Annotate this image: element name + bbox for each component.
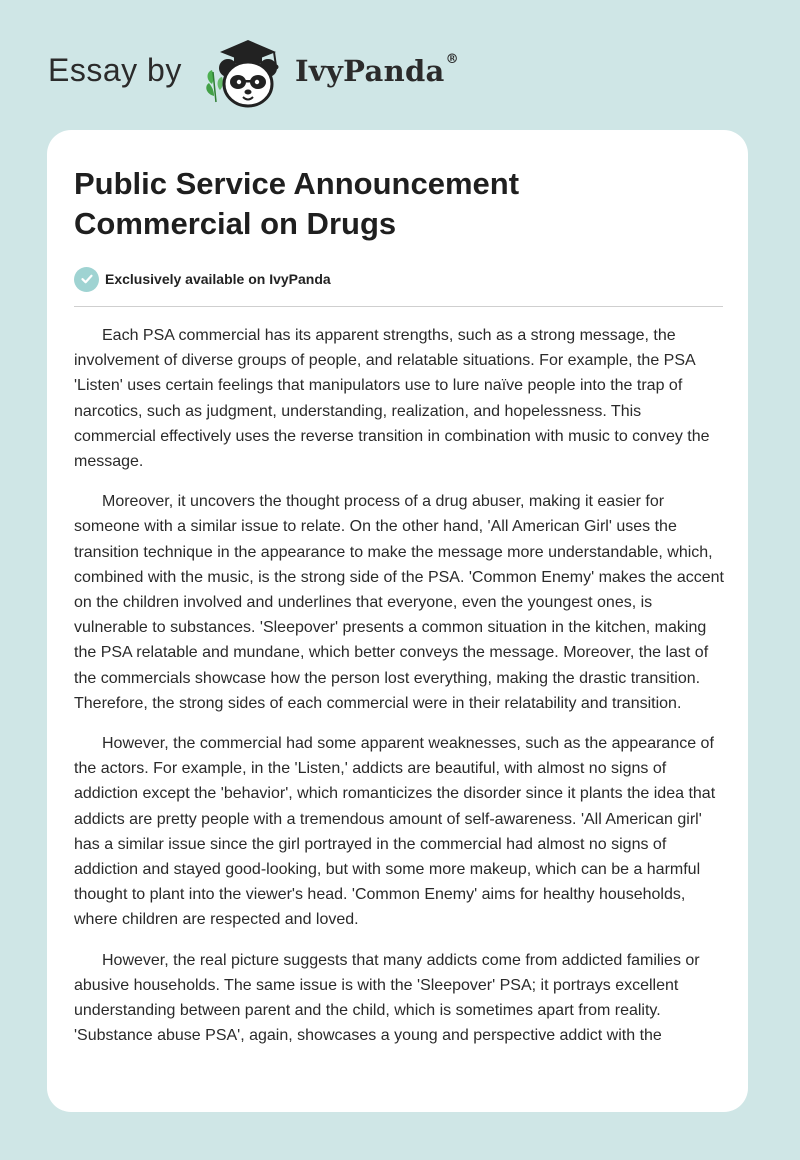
exclusive-badge	[74, 266, 721, 292]
brand-prefix: Essay by	[48, 52, 182, 88]
badge-text: Exclusively available on IvyPanda	[105, 271, 331, 287]
essay-card	[47, 130, 748, 1112]
page-title: Public Service Announcement Commercial on Drugs	[74, 166, 520, 241]
paragraph: Each PSA commercial has its apparent strengths, such as a strong message, the involvement of diverse groups of people, and relatable situations. For example, the PSA 'Listen' uses certain feelings that manipulators use to lure naïve people into the trap of narcotics, such as judgment, understanding, realization, and hopelessness. This commercial effectively uses the reverse transition in combination with music to convey the message.	[74, 327, 710, 471]
paragraph: However, the commercial had some apparent weaknesses, such as the appearance of the actors. For example, in the 'Listen,' addicts are beautiful, with almost no signs of addiction except the 'behavior', which romanticizes the disorder since it plants the idea that addicts are pretty people with a tremendous amount of self-awareness. 'All American girl' has a similar issue since the girl portrayed in the commercial had almost no signs of addiction and stayed good-looking, but with some more makeup, which can be a harmful thought to plant into the viewer's head. 'Common Enemy' aims for healthy households, where children are respected and loved.	[74, 735, 716, 929]
brand-name	[295, 54, 459, 88]
paragraph: However, the real picture suggests that many addicts come from addicted families or abusive households. The same issue is with the 'Sleepover' PSA; it portrays excellent understanding between parent and the child, which is sometimes apart from reality. 'Substance abuse PSA', again, showcases a young and perspective addict with the	[74, 951, 700, 1045]
registered-mark: ®	[445, 52, 459, 67]
paragraph: Moreover, it uncovers the thought process of a drug abuser, making it easier for someone with a similar issue to relate. On the other hand, 'All American Girl' uses the transition technique in the appearance to make the message more understandable, which, combined with the music, is the strong side of the PSA. 'Common Enemy' makes the accent on the children involved and underlines that everyone, even the youngest ones, is vulnerable to substances. 'Sleepover' presents a common situation in the kitchen, making the PSA relatable and mundane, which better conveys the message. Moreover, the last of the commercials showcase how the person lost everything, making the drastic transition. Therefore, the strong sides of each commercial were in their relatability and transition.	[74, 493, 724, 712]
brand-name-text: IvyPanda	[295, 54, 445, 88]
check-circle-icon	[74, 267, 99, 292]
essay-body	[74, 323, 724, 1048]
divider	[74, 306, 723, 307]
panda-graduate-icon	[200, 32, 290, 112]
brand-header	[48, 30, 468, 110]
